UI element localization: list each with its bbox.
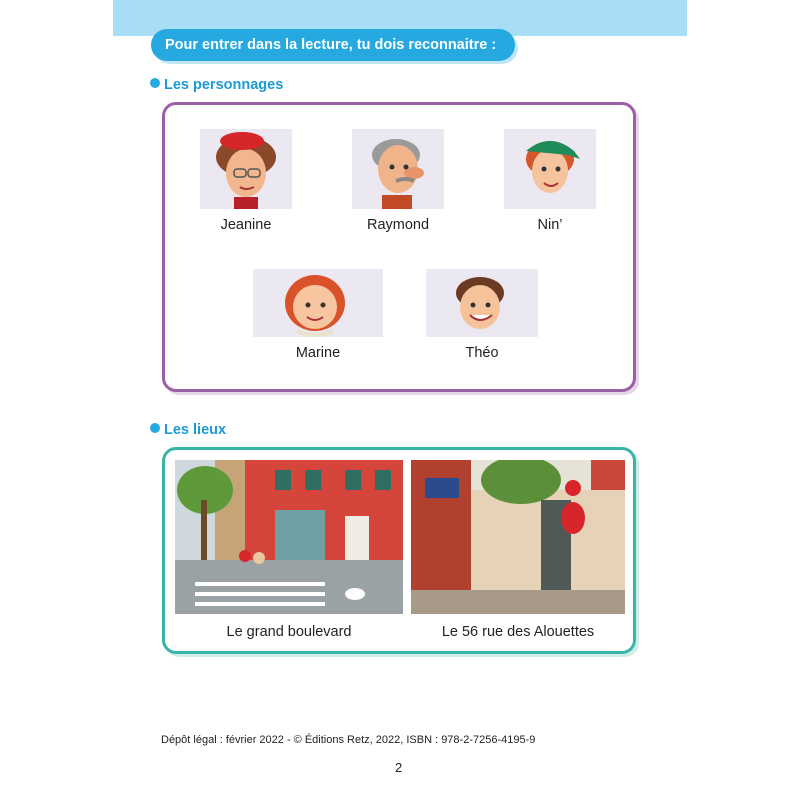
nin-portrait — [504, 129, 596, 209]
places-heading — [150, 422, 226, 438]
characters-heading — [150, 77, 283, 93]
character-name: Jeanine — [220, 217, 272, 233]
boulevard-illustration — [175, 460, 403, 614]
marine-portrait — [253, 269, 383, 337]
places-heading-label: Les lieux — [164, 422, 227, 438]
character-name: Nin’ — [537, 217, 563, 233]
character-name: Raymond — [366, 217, 430, 233]
character-name: Théo — [465, 345, 499, 361]
page-number: 2 — [395, 760, 403, 775]
character-marine — [253, 269, 383, 361]
places-box — [162, 447, 636, 654]
rue-alouettes-illustration — [411, 460, 625, 614]
character-name: Marine — [295, 345, 341, 361]
place-boulevard — [175, 460, 403, 640]
legal-notice: Dépôt légal : février 2022 - © Éditions Retz, 2022, ISBN : 978-2-7256-4195-9 — [161, 734, 536, 746]
characters-box — [162, 102, 636, 392]
book-page — [113, 0, 687, 800]
raymond-portrait — [352, 129, 444, 209]
intro-banner: Pour entrer dans la lecture, tu dois reconnaitre : — [151, 29, 515, 61]
characters-heading-label: Les personnages — [164, 77, 284, 93]
jeanine-portrait — [200, 129, 292, 209]
character-theo — [426, 269, 538, 361]
theo-portrait — [426, 269, 538, 337]
character-nin — [504, 129, 596, 233]
character-jeanine — [200, 129, 292, 233]
bullet-icon — [150, 78, 160, 88]
place-caption: Le 56 rue des Alouettes — [441, 624, 595, 640]
place-rue-alouettes — [411, 460, 625, 640]
place-caption: Le grand boulevard — [226, 624, 352, 640]
character-raymond — [352, 129, 444, 233]
bullet-icon — [150, 423, 160, 433]
